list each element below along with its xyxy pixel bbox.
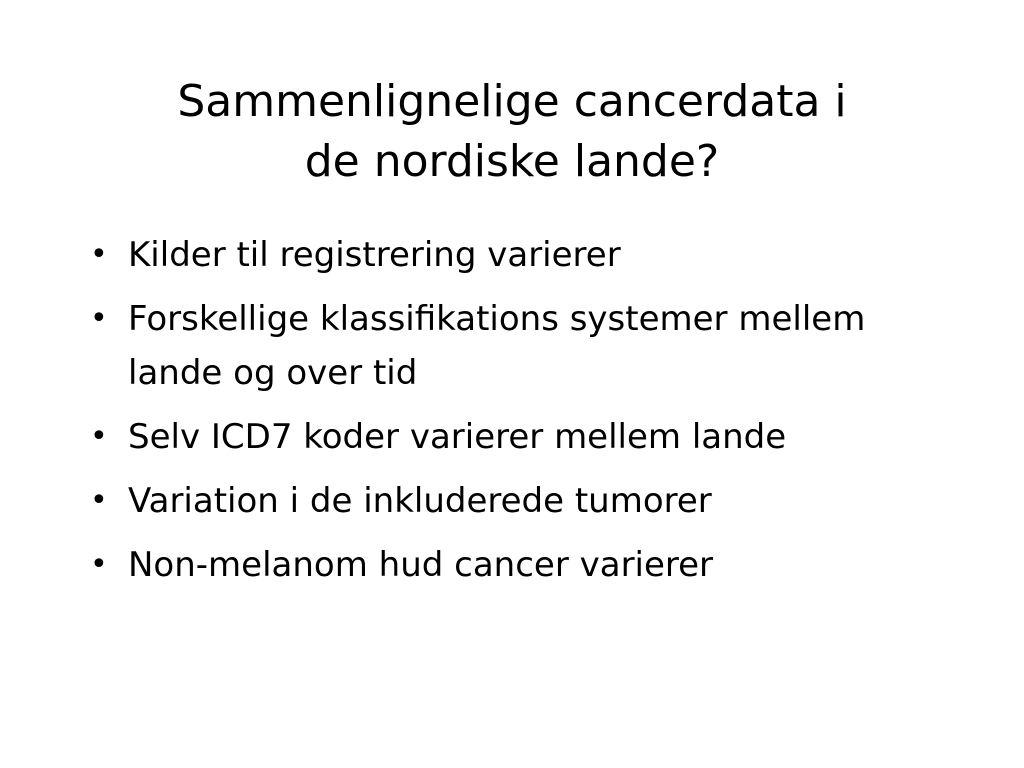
- bullet-text: Forskellige klassifikations systemer mellem lande og over tid: [128, 299, 866, 393]
- bullet-item-1: [88, 228, 968, 282]
- bullet-list: [88, 228, 968, 602]
- bullet-dot-icon: •: [90, 301, 108, 336]
- bullet-dot-icon: •: [90, 483, 108, 518]
- bullet-item-4: [88, 474, 968, 528]
- bullet-dot-icon: •: [90, 419, 108, 454]
- slide-title-line-1: Sammenlignelige cancerdata i: [177, 76, 847, 127]
- bullet-text: Non-melanom hud cancer varierer: [128, 545, 714, 585]
- bullet-text: Selv ICD7 koder varierer mellem lande: [128, 417, 787, 457]
- bullet-item-5: [88, 538, 968, 592]
- bullet-dot-icon: •: [90, 237, 108, 272]
- bullet-dot-icon: •: [90, 547, 108, 582]
- slide-title: [60, 72, 964, 192]
- bullet-text: Variation i de inkluderede tumorer: [128, 481, 712, 521]
- bullet-item-3: [88, 410, 968, 464]
- slide-title-line-2: de nordiske lande?: [304, 136, 720, 187]
- bullet-item-2: [88, 292, 968, 400]
- bullet-text: Kilder til registrering varierer: [128, 235, 621, 275]
